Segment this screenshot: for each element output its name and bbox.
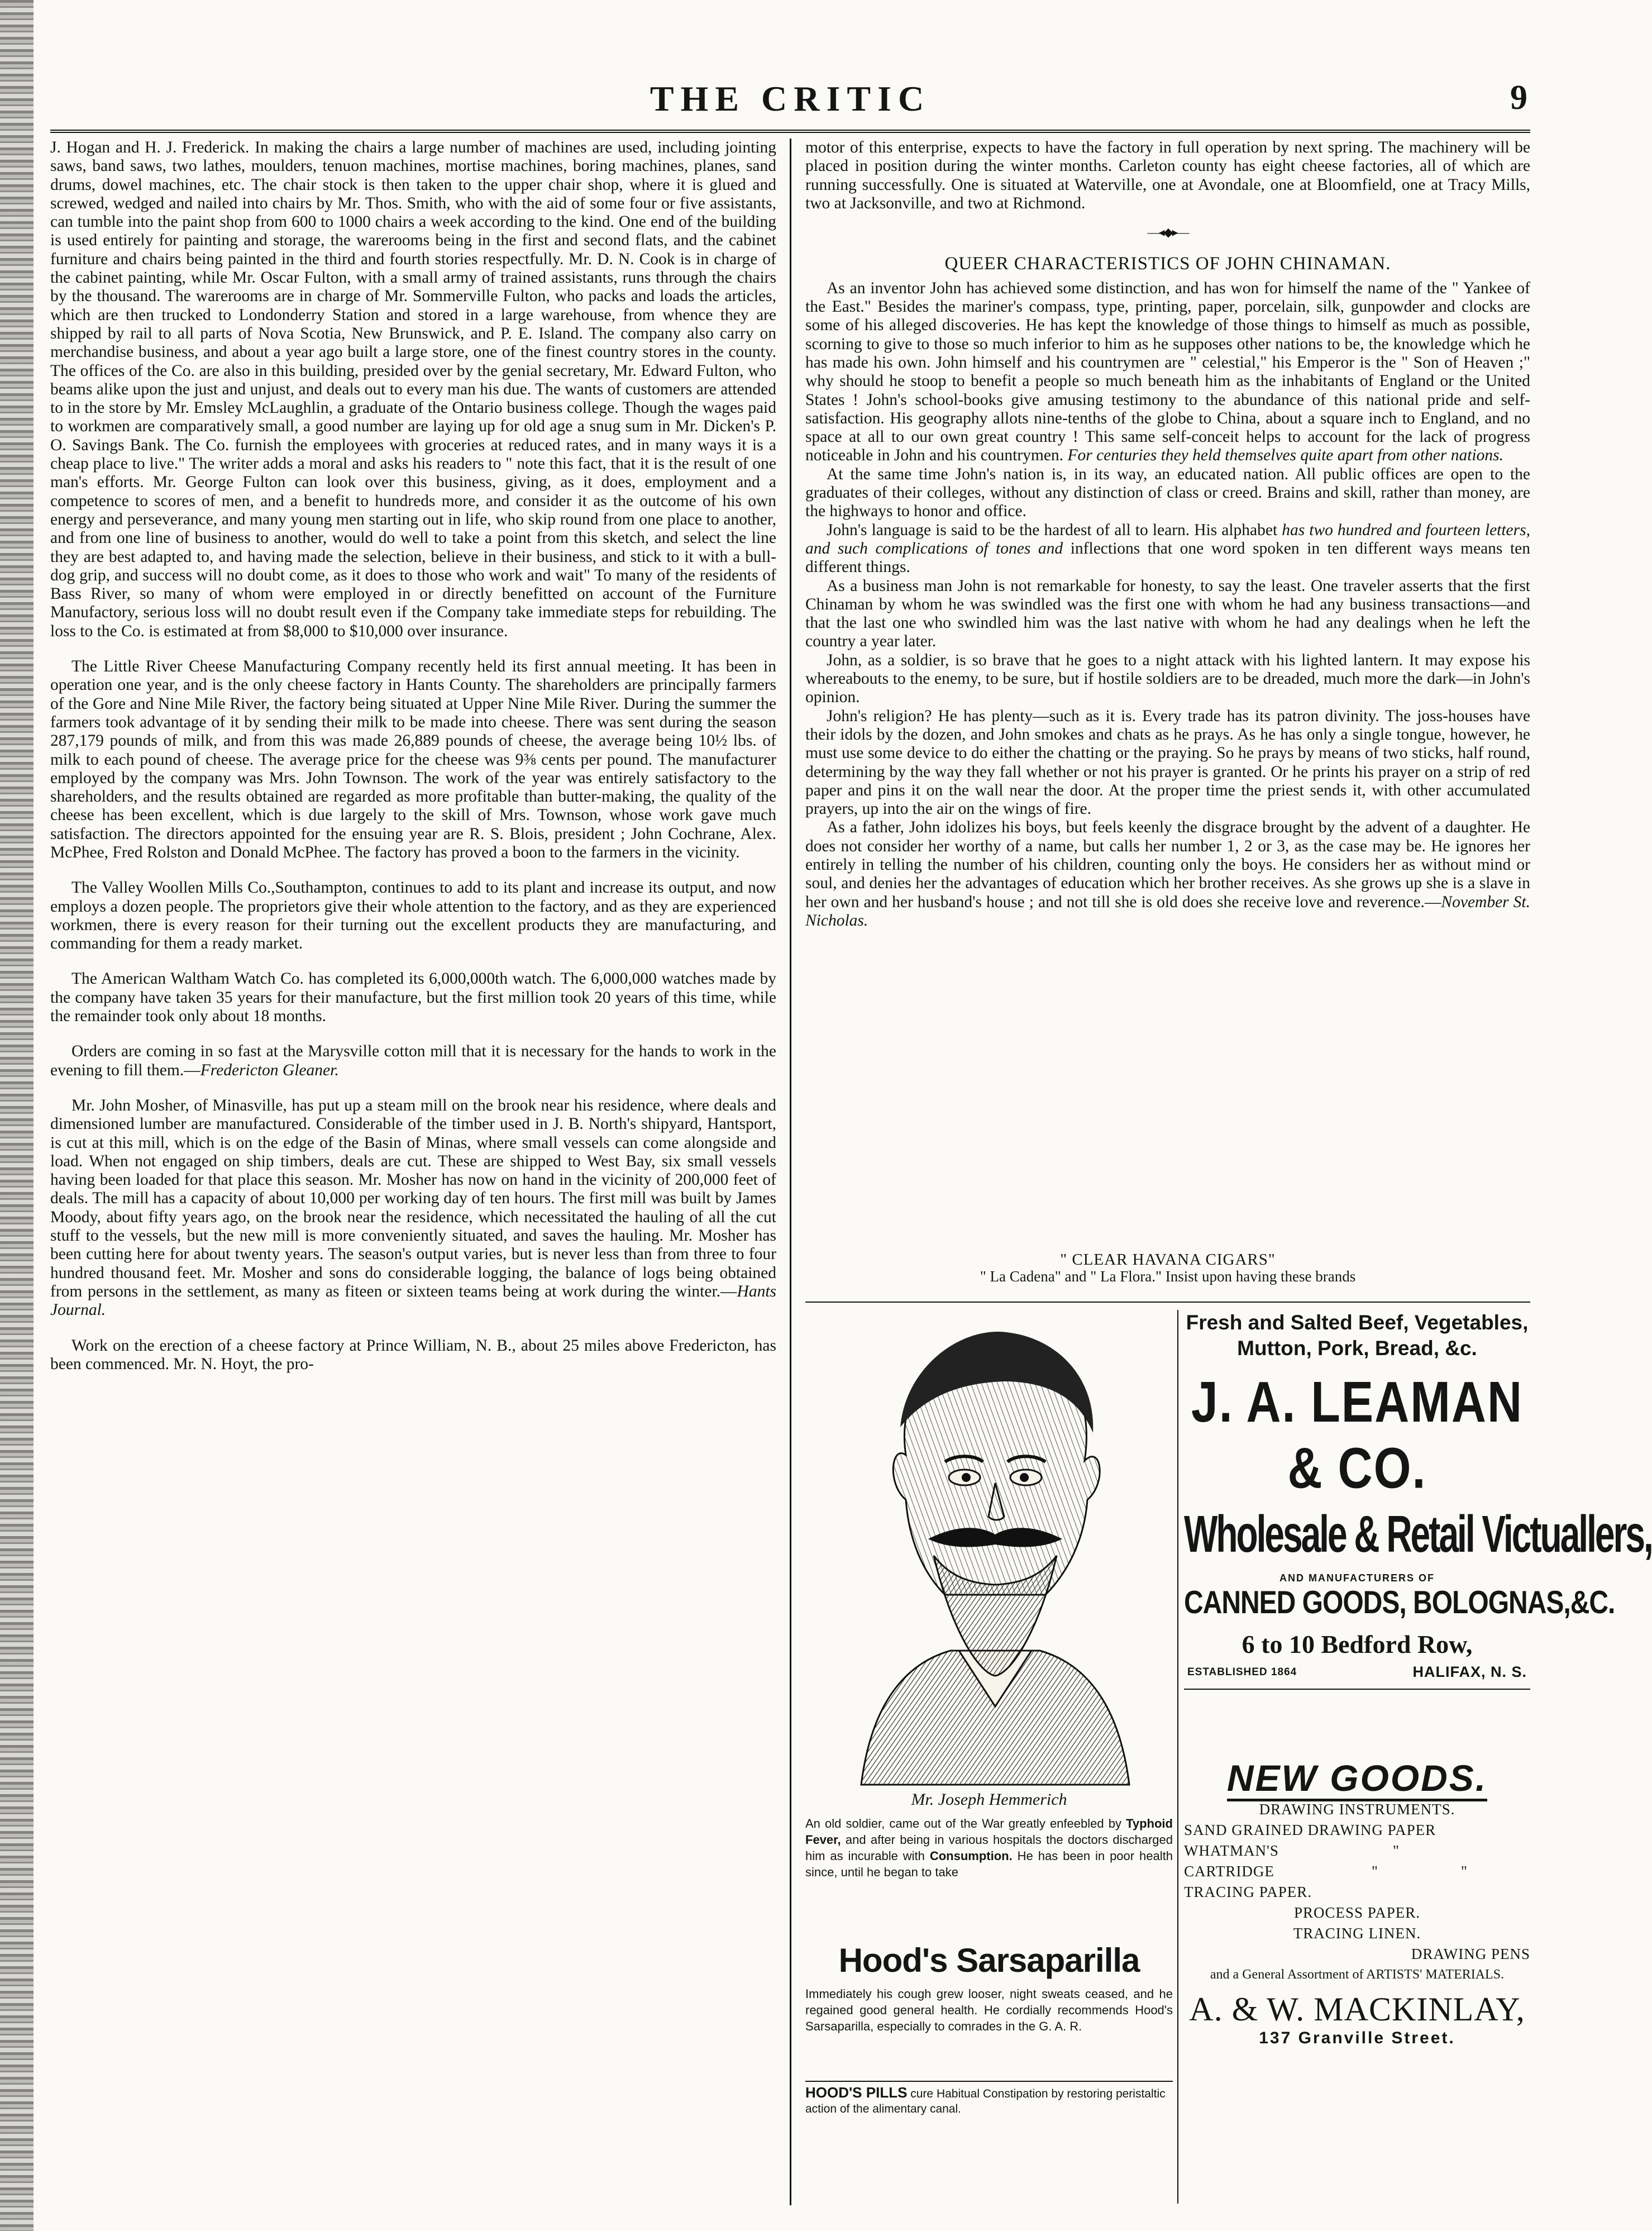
testimonial-text-2: Immediately his cough grew looser, night sweats ceased, and he regained good general health. He cordially recommends Hood's Sarsaparilla, especially to comrades in the G. A. R.	[805, 1987, 1173, 2033]
goods-line: DRAWING INSTRUMENTS.	[1259, 1801, 1455, 1818]
source-credit: Hants Journal.	[50, 1282, 776, 1319]
testimonial-text: An old soldier, came out of the War greatly enfeebled by Typhoid Fever, and after being in various hospitals the doctors discharged him as incurable with Consumption. He has been in poor health since, until he began to take	[805, 1817, 1173, 1879]
scanned-binding-edge	[0, 0, 34, 2231]
masthead: THE CRITIC	[650, 79, 931, 118]
goods-line: DRAWING PENS	[1411, 1946, 1530, 1962]
cigar-ad-title: " CLEAR HAVANA CIGARS"	[1060, 1251, 1276, 1269]
article-cheese-company: The Little River Cheese Manufacturing Company recently held its first annual meeting. It has been in operation one year, and is the only cheese factory in Hants County. The shareholders are principally farmers of the Gore and Nine Mile River, the factory being situated at Upper Nine Mile River. During the summer the farmers took advantage of it by sending their milk to be made into cheese. There was sent during the season 287,179 pounds of milk, and from this was made 26,889 pounds of cheese, the average being 10½ lbs. of milk to each pound of cheese. The average price for the cheese was 9⅜ cents per pound. The manufacturer employed by the company was Mrs. John Townson. The work of the year was entirely satisfactory to the shareholders, and the results obtained are regarded as more profitable than butter-making, the quality of the cheese has been excellent, which is due largely to the skill of Mrs. Townson, whose work gave much satisfaction. The directors appointed for the ensuing year are R. S. Blois, president ; John Cochrane, Alex. McPhee, Fred Rolston and Donald McPhee. The factory has proved a boon to the farmers in the vicinity.	[50, 657, 776, 861]
leaman-address: 6 to 10 Bedford Row,	[1242, 1630, 1473, 1658]
article-cotton-mill: Orders are coming in so fast at the Marysville cotton mill that it is necessary for the hands to work in the evening to fill them.—Fredericton Gleaner.	[50, 1042, 776, 1079]
leaman-business: Wholesale & Retail Victuallers,	[1184, 1504, 1652, 1563]
goods-line: TRACING LINEN.	[1293, 1925, 1421, 1942]
column-rule	[790, 139, 791, 2205]
leaman-canned-goods: CANNED GOODS, BOLOGNAS,&C.	[1184, 1585, 1615, 1621]
paragraph: As a business man John is not remarkable for honesty, to say the least. One traveler asserts that the first Chinaman by whom he was swindled was the first one with whom he had any business transactions—and that the last one who swindled him was the last native with whom he had any dealings when he left the country a year later.	[805, 576, 1530, 651]
ornamental-divider: —◂◆▸—	[1147, 225, 1188, 240]
portrait-caption: Mr. Joseph Hemmerich	[911, 1790, 1067, 1809]
hoods-pills-note: HOOD'S PILLS cure Habitual Constipation by restoring peristaltic action of the alimentary canal.	[805, 2081, 1173, 2116]
goods-line: CARTRIDGE " "	[1184, 1863, 1468, 1880]
article-furniture-factory: J. Hogan and H. J. Frederick. In making the chairs a large number of machines are used, including jointing saws, band saws, two lathes, moulders, tenuon machines, mortise machines, boring machines, planes, sand drums, dowel machines, etc. The chair stock is then taken to the upper chair shop, where it is glued and screwed, wedged and nailed into chairs by Mr. Thos. Smith, who with the aid of some four or five assistants, can tumble into the paint shop from 600 to 1000 chairs a week according to the kind. One end of the building is used entirely for painting and storage, the warerooms being in the first and second flats, and the cabinet furniture and chairs being painted in the third and fourth stories respectfully. Mr. D. N. Cook is in charge of the cabinet painting, while Mr. Oscar Fulton, with a small army of trained assistants, runs through the chairs by the thousand. The warerooms are in charge of Mr. Sommerville Fulton, who packs and loads the articles, which are then trucked to Londonderry Station and stored in a large warehouse, from whence they are shipped by rail to all parts of Nova Scotia, New Brunswick, and P. E. Island. The company also carry on merchandise business, and about a year ago built a large store, one of the finest country stores in the county. The offices of the Co. are also in this building, presided over by the genial secretary, Mr. Edward Fulton, who beams alike upon the just and unjust, and deals out to every man his due. The wants of customers are attended to in the store by Mr. Emsley McLaughlin, a graduate of the Ontario business college. Though the wages paid to workmen are comparatively small, a good number are laying up for old age a snug sum in Mr. Dicken's P. O. Savings Bank. The Co. furnish the employees with groceries at reduced rates, and in many ways it is a cheap place to live." The writer adds a moral and asks his readers to " note this fact, that it is the result of one man's efforts. Mr. George Fulton can look over this business, giving, as it does, employment and a competence to scores of men, and a benefit to hundreds more, and consider it as the outcome of his own energy and perseverance, and many young men starting out in life, who skip round from one place to another, and from one line of business to another, would do well to take a point from this sketch, and select the line they are best adapted to, and having made the selection, believe in their business, and stick to it with a bull-dog grip, and success will no doubt come, as it does to those who work and wait" To many of the residents of Bass River, so many of whom were employed in or directly benefitted on account of the Furniture Manufactory, serious loss will no doubt result even if the Company take immediate steps for rebuilding. The loss to the Co. is estimated at from $8,000 to $10,000 over insurance.	[50, 139, 776, 640]
leaman-established: ESTABLISHED 1864	[1187, 1666, 1297, 1678]
mackinlay-address: 137 Granville Street.	[1259, 2029, 1455, 2047]
paragraph: John, as a soldier, is so brave that he goes to a night attack with his lighted lantern. It may expose his whereabouts to the enemy, to be sure, but if hostile soldiers are to be dreaded, much more the dark—in John's opinion.	[805, 651, 1530, 707]
goods-assortment: and a General Assortment of ARTISTS' MATERIALS.	[1210, 1967, 1505, 1982]
hoods-sarsaparilla-ad	[805, 1310, 1173, 2215]
ad-column-rule	[1177, 1310, 1178, 2204]
hoods-brand: Hood's Sarsaparilla	[838, 1942, 1140, 1979]
cigar-ad-brands: " La Cadena" and " La Flora." Insist upon having these brands	[980, 1268, 1356, 1285]
leaman-and-manufacturers: AND MANUFACTURERS OF	[1279, 1572, 1435, 1584]
engraved-portrait	[839, 1315, 1152, 1785]
leaman-products-2: Mutton, Pork, Bread, &c.	[1237, 1337, 1477, 1360]
article-continuation: motor of this enterprise, expects to have the factory in full operation by next spring. The machinery will be placed in position during the winter months. Carleton county has eight cheese factories, all of which are running successfully. One is situated at Waterville, one at Avondale, one at Bloomfield, one at Tracy Mills, two at Jacksonville, and two at Richmond.	[805, 139, 1530, 212]
page-number: 9	[1510, 79, 1527, 117]
article-waltham-watch: The American Waltham Watch Co. has completed its 6,000,000th watch. The 6,000,000 watches made by the company have taken 35 years for their manufacture, but the first million took 20 years of this time, while the remainder took only about 18 months.	[50, 970, 776, 1026]
ad-rule	[1184, 1689, 1530, 1690]
paragraph: As a father, John idolizes his boys, but feels keenly the disgrace brought by the advent of a daughter. He does not consider her worthy of a name, but calls her number 1, 2 or 3, as the case may be. He ignores her entirely in telling the number of his children, counting only the boys. He considers her as without mind or soul, and denies her the advantages of education which her brother receives. As she grows up she is a slave in her own and her husband's house ; and not till she is old does she receive love and reverence.—November St. Nicholas.	[805, 818, 1531, 929]
goods-line: PROCESS PAPER.	[1293, 1904, 1421, 1921]
new-goods-headline: NEW GOODS.	[1184, 1757, 1530, 1799]
mackinlay-ad	[1184, 1757, 1530, 2048]
source-credit: Fredericton Gleaner.	[200, 1061, 339, 1079]
leaman-footer	[1184, 1663, 1530, 1681]
right-column	[805, 139, 1530, 1250]
leaman-city: HALIFAX, N. S.	[1412, 1663, 1527, 1680]
paragraph: John's language is said to be the hardest of all to learn. His alphabet has two hundred and fourteen letters, and such complications of tones and inflections that one word spoken in ten different ways means ten different things.	[805, 521, 1531, 576]
paragraph: At the same time John's nation is, in its way, an educated nation. All public offices are open to the graduates of their colleges, without any distinction of class or creed. Brains and skill, rather than money, are the highways to honor and office.	[805, 465, 1530, 521]
leaman-products-1: Fresh and Salted Beef, Vegetables,	[1186, 1311, 1529, 1334]
goods-line: TRACING PAPER.	[1184, 1884, 1312, 1900]
left-column	[50, 139, 776, 2205]
article-cheese-factory-pw: Work on the erection of a cheese factory at Prince William, N. B., about 25 miles above Fredericton, has been commenced. Mr. N. Hoyt, the pro-	[50, 1336, 776, 1373]
ad-section-rule	[805, 1302, 1530, 1303]
cigar-ad	[805, 1251, 1530, 1285]
leaman-ad	[1184, 1310, 1652, 1690]
goods-line: SAND GRAINED DRAWING PAPER	[1184, 1822, 1436, 1838]
mackinlay-name: A. & W. MACKINLAY,	[1189, 1991, 1525, 2028]
article-title: QUEER CHARACTERISTICS OF JOHN CHINAMAN.	[944, 254, 1391, 274]
paragraph: John's religion? He has plenty—such as it is. Every trade has its patron divinity. The joss-houses have their idols by the dozen, and John smokes and chats as he prays. As he has only a single tongue, however, he must use some device to do either the chatting or the praying. So he prays by means of two sticks, half round, determining by the way they fall whether or not his prayer is granted. Or he prints his prayer on a strip of red paper and pins it on the wall near the door. At the proper time the priest sends it, with other accumulated prayers, up into the air on the wings of fire.	[805, 707, 1530, 818]
header-rule	[50, 130, 1530, 133]
article-woollen-mills: The Valley Woollen Mills Co.,Southampton, continues to add to its plant and increase its output, and now employs a dozen people. The proprietors give their whole attention to the factory, and as they are experienced workmen, there is every reason for their turning out the excellent products they are manufacturing, and commanding for them a ready market.	[50, 879, 776, 953]
goods-line: WHATMAN'S "	[1184, 1842, 1400, 1859]
article-steam-mill: Mr. John Mosher, of Minasville, has put up a steam mill on the brook near his residence, where deals and dimensioned lumber are manufactured. Considerable of the timber used in J. B. North's shipyard, Hantsport, is cut at this mill, which is on the edge of the Basin of Minas, where small vessels can come alongside and load. When not engaged on ship timbers, deals are cut. These are shipped to West Bay, six small vessels having been loaded for that place this season. Mr. Mosher has now on hand in the vicinity of 200,000 feet of deals. The mill has a capacity of about 10,000 per working day of ten hours. The first mill was built by James Moody, about fifty years ago, on the brook near the residence, which necessitated the hauling of all the cut stuff to the vessels, but the new mill is more conveniently situated, and saves the hauling. Mr. Mosher has been cutting here for about twenty years. The season's output varies, but is never less than from three to four hundred thousand feet. Mr. Mosher and sons do considerable logging, the balance of logs being obtained from persons in the settlement, as many as fiteen or sixteen teams being at work during the winter.—Hants Journal.	[50, 1096, 776, 1319]
leaman-name: J. A. LEAMAN & CO.	[1191, 1370, 1524, 1501]
paragraph: As an inventor John has achieved some distinction, and has won for himself the name of the " Yankee of the East." Besides the mariner's compass, type, printing, paper, porcelain, silk, gunpowder and clocks are some of his alleged discoveries. He has kept the knowledge of those things to himself as much as possible, scorning to give to those so much inferior to him as he supposes other nations to be, the knowledge which he has made his own. John himself and his countrymen are " celestial," his Emperor is the " Son of Heaven ;" why should he stoop to benefit a people so much beneath him as the inhabitants of England or the United States ! John's school-books give amusing testimony to the abundance of this national pride and self-satisfaction. His geography allots nine-tenths of the globe to China, about a square inch to England, and no space at all to our own great country ! This same self-conceit helps to account for the lack of progress noticeable in John and his countrymen. For centuries they held themselves quite apart from other nations.	[805, 279, 1530, 465]
